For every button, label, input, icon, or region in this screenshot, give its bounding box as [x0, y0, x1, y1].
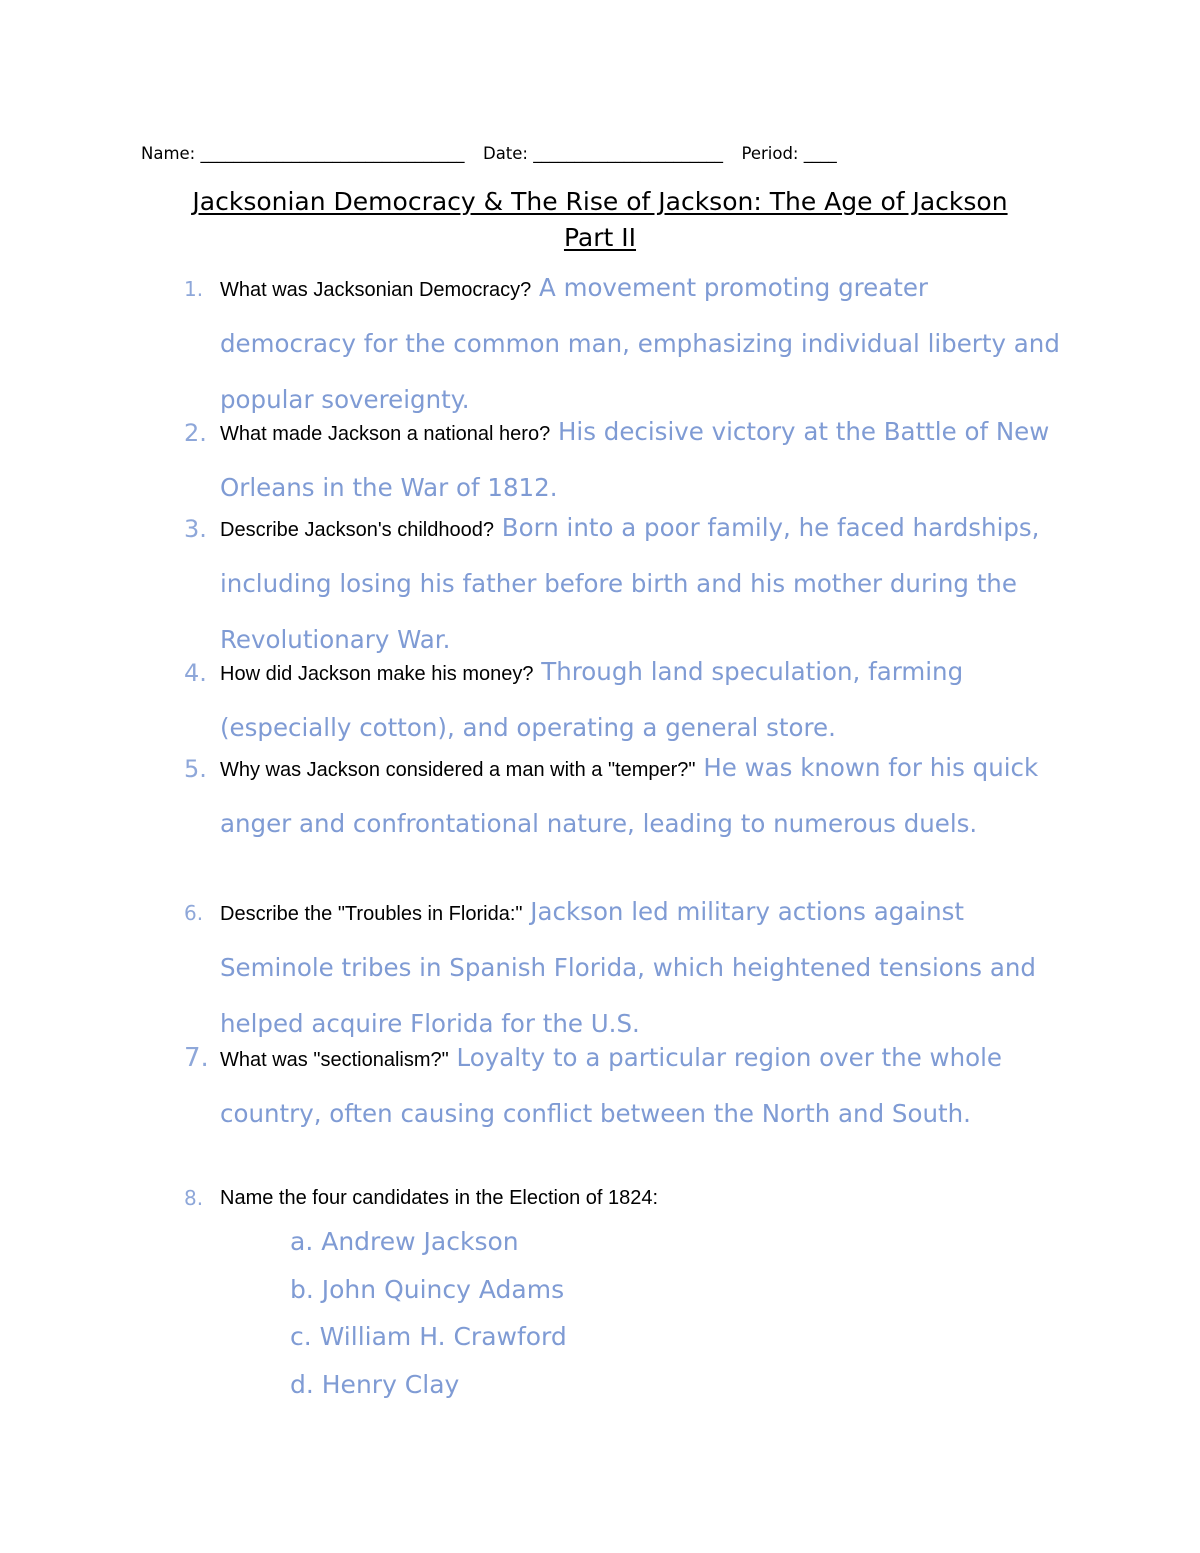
question-prompt: Describe the "Troubles in Florida:"	[220, 903, 523, 925]
question-prompt: Why was Jackson considered a man with a "temper?"	[220, 759, 696, 781]
question-prompt: Name the four candidates in the Election of 1824:	[220, 1187, 659, 1209]
candidate-item: b. John Quincy Adams	[290, 1275, 565, 1304]
question-answer: Through land speculation, farming (especially cotton), and operating a general store.	[220, 657, 964, 742]
question-number: 6.	[184, 901, 204, 925]
date-field: Date: _______________________	[482, 144, 723, 163]
question-prompt: What made Jackson a national hero?	[220, 423, 551, 445]
title-line-1: Jacksonian Democracy & The Rise of Jackson: The Age of Jackson	[192, 187, 1008, 216]
question-answer: Born into a poor family, he faced hardships, including losing his father before birth and his mother during the Revolutionary War.	[220, 513, 1040, 654]
question-prompt: What was "sectionalism?"	[220, 1049, 449, 1071]
question-prompt: Describe Jackson's childhood?	[220, 519, 494, 541]
question-prompt: What was Jacksonian Democracy?	[220, 279, 532, 301]
question-number: 5.	[184, 755, 207, 783]
worksheet-title	[120, 184, 1080, 256]
question-prompt: How did Jackson make his money?	[220, 663, 534, 685]
question-number: 3.	[184, 515, 207, 543]
name-field: Name: ________________________________	[141, 144, 465, 163]
question-number: 4.	[184, 659, 207, 687]
question-answer: A movement promoting greater democracy for the common man, emphasizing individual liberty and popular sovereignty.	[220, 273, 1060, 414]
question-answer: His decisive victory at the Battle of New Orleans in the War of 1812.	[220, 417, 1050, 502]
question-number: 7.	[184, 1043, 209, 1073]
question-answer: Jackson led military actions against Seminole tribes in Spanish Florida, which heightened tensions and helped acquire Florida for the U.S.	[220, 897, 1036, 1038]
candidate-item: c. William H. Crawford	[290, 1322, 567, 1351]
question-number: 1.	[184, 277, 204, 301]
candidate-item: d. Henry Clay	[290, 1370, 460, 1399]
question-answer: Loyalty to a particular region over the whole country, often causing conflict between the North and South.	[220, 1043, 1002, 1128]
student-info-header	[141, 144, 1053, 163]
period-field: Period: ____	[741, 144, 837, 163]
question-answer: He was known for his quick anger and confrontational nature, leading to numerous duels.	[220, 753, 1039, 838]
question-number: 8.	[184, 1186, 204, 1210]
candidate-item: a. Andrew Jackson	[290, 1227, 519, 1256]
title-line-2: Part II	[563, 223, 637, 252]
question-number: 2.	[184, 419, 207, 447]
